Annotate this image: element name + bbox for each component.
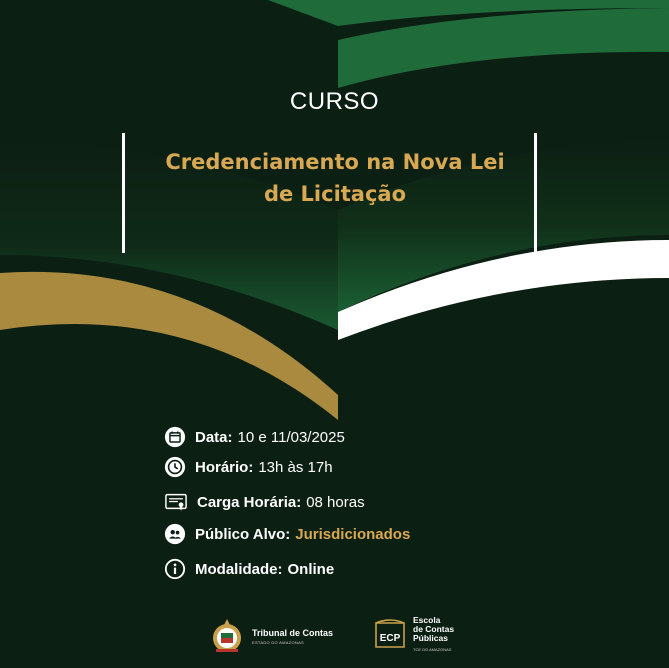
workload-label: Carga Horária: xyxy=(197,493,302,511)
certificate-icon xyxy=(164,491,188,513)
tribunal-text xyxy=(252,628,333,645)
ecp-sub: TCE DO AMAZONAS xyxy=(413,647,452,652)
date-label: Data: xyxy=(195,428,233,446)
audience-value: Jurisdicionados xyxy=(295,525,411,543)
tribunal-logo xyxy=(210,618,333,654)
title-line-2: de Licitação xyxy=(263,182,407,206)
ecp-mark: ECP xyxy=(379,633,401,644)
course-title xyxy=(140,146,530,210)
time-label: Horário: xyxy=(195,458,254,476)
calendar-icon xyxy=(164,426,186,448)
ecp-line-1: Escola xyxy=(413,615,441,625)
title-line-1: Credenciamento na Nova Lei xyxy=(165,150,505,174)
modality-value: Online xyxy=(287,560,335,578)
tribunal-crest-icon xyxy=(210,618,244,654)
course-label: CURSO xyxy=(289,88,380,115)
people-icon xyxy=(164,523,186,545)
ecp-line-2: de Contas xyxy=(413,624,455,634)
ecp-logo xyxy=(373,616,454,654)
right-divider xyxy=(534,133,537,253)
audience-label: Público Alvo: xyxy=(195,525,291,543)
date-row xyxy=(164,426,345,448)
date-value: 10 e 11/03/2025 xyxy=(237,428,345,446)
ecp-text xyxy=(413,616,454,654)
workload-value: 08 horas xyxy=(306,493,365,511)
left-divider xyxy=(122,133,125,253)
info-icon xyxy=(164,558,186,580)
tribunal-sub: ESTADO DO AMAZONAS xyxy=(252,639,304,645)
tribunal-name: Tribunal de Contas xyxy=(252,627,334,638)
time-row xyxy=(164,456,333,478)
ecp-book-icon xyxy=(373,617,407,653)
clock-icon xyxy=(164,456,186,478)
time-value: 13h às 17h xyxy=(258,458,333,476)
modality-label: Modalidade: xyxy=(195,560,283,578)
modality-row xyxy=(164,558,334,580)
audience-row xyxy=(164,523,410,545)
footer-logos xyxy=(0,614,669,660)
ecp-line-3: Públicas xyxy=(413,633,448,643)
workload-row xyxy=(164,491,365,513)
